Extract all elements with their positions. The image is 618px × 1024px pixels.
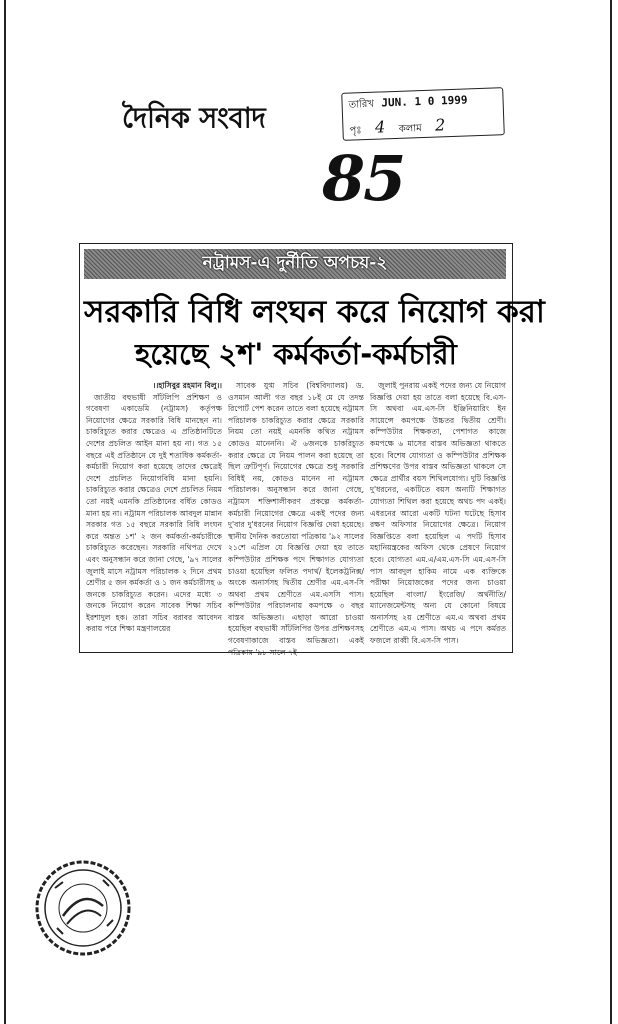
headline-line-2: হয়েছে ২শ' কর্মকর্তা-কর্মচারী: [135, 337, 457, 371]
date-label: তারিখ: [348, 98, 375, 111]
page-edge-left: [4, 0, 6, 1024]
page-value: 4: [374, 117, 386, 137]
byline: ।।হাসিবুর রহমান বিলু।।: [152, 381, 222, 390]
article-column-1: [86, 380, 222, 658]
date-row: [348, 93, 467, 114]
column-label: কলাম: [398, 123, 422, 135]
handwritten-page-number: 85: [322, 142, 405, 215]
article-column-3: [370, 380, 506, 658]
date-stamp: [341, 87, 505, 141]
column-text: সাবেক যুগ্ম সচিব (বিশ্ববিদ্যালয়) ড. ওসমান আলী গত বছর ১৮ই মে যে তদন্ত রিপোর্ট পেশ করেন তাতে বলা হয়েছে নট্রামস পরিচালক চাকরিচ্যুত করার ক্ষেত্রে সরকারি নিয়ম তো নয়ই এমনকি কথিত নট্রামস কোডও মানেননি। ঐ ৬জনকে চাকরিচ্যুত করার ক্ষেত্রে যে নিয়ম পালন করা হয়েছে তা ছিল ত্রুটিপূর্ণ। নিয়োগের ক্ষেত্রে শুধু সরকারি বিধিই নয়, কোডও মানেন না নট্রামস পরিচালক। অনুসন্ধান করে জানা গেছে, নট্রামস শক্তিশালীকরণ প্রকল্পে কর্মকর্তা-কর্মচারী নিয়োগের ক্ষেত্রে একই পদের জন্য দু'বার দু'ধরনের নিয়োগ বিজ্ঞপ্তি দেয়া হয়েছে। স্থানীয় দৈনিক করতোয়া পত্রিকায় '৯২ সালের ২১শে এপ্রিল যে বিজ্ঞপ্তি দেয়া হয় তাতে কম্পিউটার প্রশিক্ষক পদে শিক্ষাগত যোগ্যতা চাওয়া হয়েছিল ফলিত পদার্থ/ ইলেকট্রনিক্স/ অংকে অনার্সসহ দ্বিতীয় শ্রেণীর এম.এস-সি অথবা প্রথম শ্রেণীতে এম.এসসি পাস। কম্পিউটার পরিচালনায় কমপক্ষে ৩ বছর বাস্তব অভিজ্ঞতা। এছাড়া আরো চাওয়া হয়েছিল বহুভাষী সাঁটলিপির উপর প্রশিক্ষণসহ গবেষণাকাজে বাস্তব অভিজ্ঞতা। একই পত্রিকায় '৯৮ সালে ৭ই: [228, 381, 364, 657]
series-banner: [84, 249, 506, 279]
page-label: পৃঃ: [349, 125, 362, 137]
newspaper-clipping: [79, 243, 545, 657]
newspaper-masthead: দৈনিক সংবাদ: [122, 102, 266, 135]
archive-seal-stamp: [33, 858, 133, 958]
page-column-row: [349, 115, 456, 141]
series-banner-text: নট্রামস-এ দুর্নীতি অপচয়-২: [202, 253, 388, 273]
headline-line-1: সরকারি বিধি লংঘন করে নিয়োগ করা: [84, 294, 545, 330]
page-edge-right: [610, 0, 612, 1024]
article-body: [86, 380, 506, 657]
column-text: জুলাই পুনরায় একই পদের জন্য যে নিয়োগ বিজ্ঞপ্তি দেয়া হয় তাতে বলা হয়েছে বি.এস-সি অথবা এম.এস-সি ইঞ্জিনিয়ারিং ইন সায়েন্সে কমপক্ষে উচ্চতর দ্বিতীয় শ্রেণী। কম্পিউটার শিক্ষকতা, পেশাগত কাজে কমপক্ষে ৬ মাসের বাস্তব অভিজ্ঞতা থাকতে হবে। বিশেষ যোগ্যতা ও কম্পিউটার প্রশিক্ষক প্রশিক্ষণের উপর বাস্তব অভিজ্ঞতা থাকলে সে ক্ষেত্রে প্রার্থীর বয়স শিথিলযোগ্য। দুটি বিজ্ঞপ্তি দু'ধরনের, একটিতে বয়স অন্যটি শিক্ষাগত যোগ্যতা শিথিল করা হয়েছে অথচ পদ একই। এধরনের আরো একটি ঘটনা ঘটেছে হিসাব রক্ষণ অফিসার নিয়োগের ক্ষেত্রে। নিয়োগ বিজ্ঞপ্তিতে বলা হয়েছিল এ পদটি হিসাব মহানিয়ন্ত্রকের অফিস থেকে প্রেষণে নিয়োগ হবে। যোগ্যতা এম.এ/এম.এস-সি এম.এস-সি পাস আবদুল হাকিম নামে এক ব্যক্তিকে পরীক্ষা নিয়োজকের পদের জন্য চাওয়া হয়েছিল বাংলা/ ইংরেজি/ অর্থনীতি/ ম্যানেজমেন্টসহ অন্য যে কোনো বিষয়ে অনার্সসহ ২য় শ্রেণীতে এম.এ অথবা প্রথম শ্রেণীতে এম.এ পাস। অথচ এ পদে কর্মরত ফজলে রাব্বী বি.এস-সি পাস।: [370, 381, 506, 646]
article-column-2: [228, 380, 364, 658]
date-value: JUN. 1 0 1999: [381, 93, 468, 110]
column-text: জাতীয় বহুভাষী সাঁটলিপি প্রশিক্ষণ ও গবেষণা একাডেমি (নট্রামস) কর্তৃপক্ষ নিয়োগের ক্ষেত্রে সরকারি বিধি মানছেন না। চাকরিচ্যুত করার ক্ষেত্রেও এ প্রতিষ্ঠানটিতে দেশের প্রচলিত আইন মানা হয় না। গত ১৫ বছরে এই প্রতিষ্ঠানে যে দুই শতাধিক কর্মকর্তা-কর্মচারী নিয়োগ করা হয়েছে তাদের ক্ষেত্রেই দেশে প্রচলিত নিয়োগবিধি মানা হয়নি। চাকরিচ্যুত করার ক্ষেত্রেও দেশে প্রচলিত নিয়ম তো নয়ই এমনকি প্রতিষ্ঠানের বর্ধিত কোডও মানা হয় না। নট্রামস পরিচালক আবদুল মান্নান সরকার গত ১৫ বছরে সরকারি বিধি লংঘন করে অন্তত ১শ' ২ জন কর্মকর্তা-কর্মচারীকে চাকরিচ্যুত করেছেন। সরকারি নথিপত্র দেখে এবং অনুসন্ধান করে জানা গেছে, '৯৭ সালের জুলাই মাসে নট্রামস পরিচালক ২ দিনে প্রথম শ্রেণীর ৫ জন কর্মকর্তা ও ১ জন কর্মচারীসহ ৬ জনকে চাকরিচ্যুত করেন। এদের মধ্যে ৩ জনকে নিয়োগ করেন সাবেক শিক্ষা সচিব ইরশাদুল হক। তারা সচিব বরাবর আবেদন করায় পরে শিক্ষা মন্ত্রণালয়ের: [86, 392, 222, 634]
column-value: 2: [434, 115, 446, 135]
